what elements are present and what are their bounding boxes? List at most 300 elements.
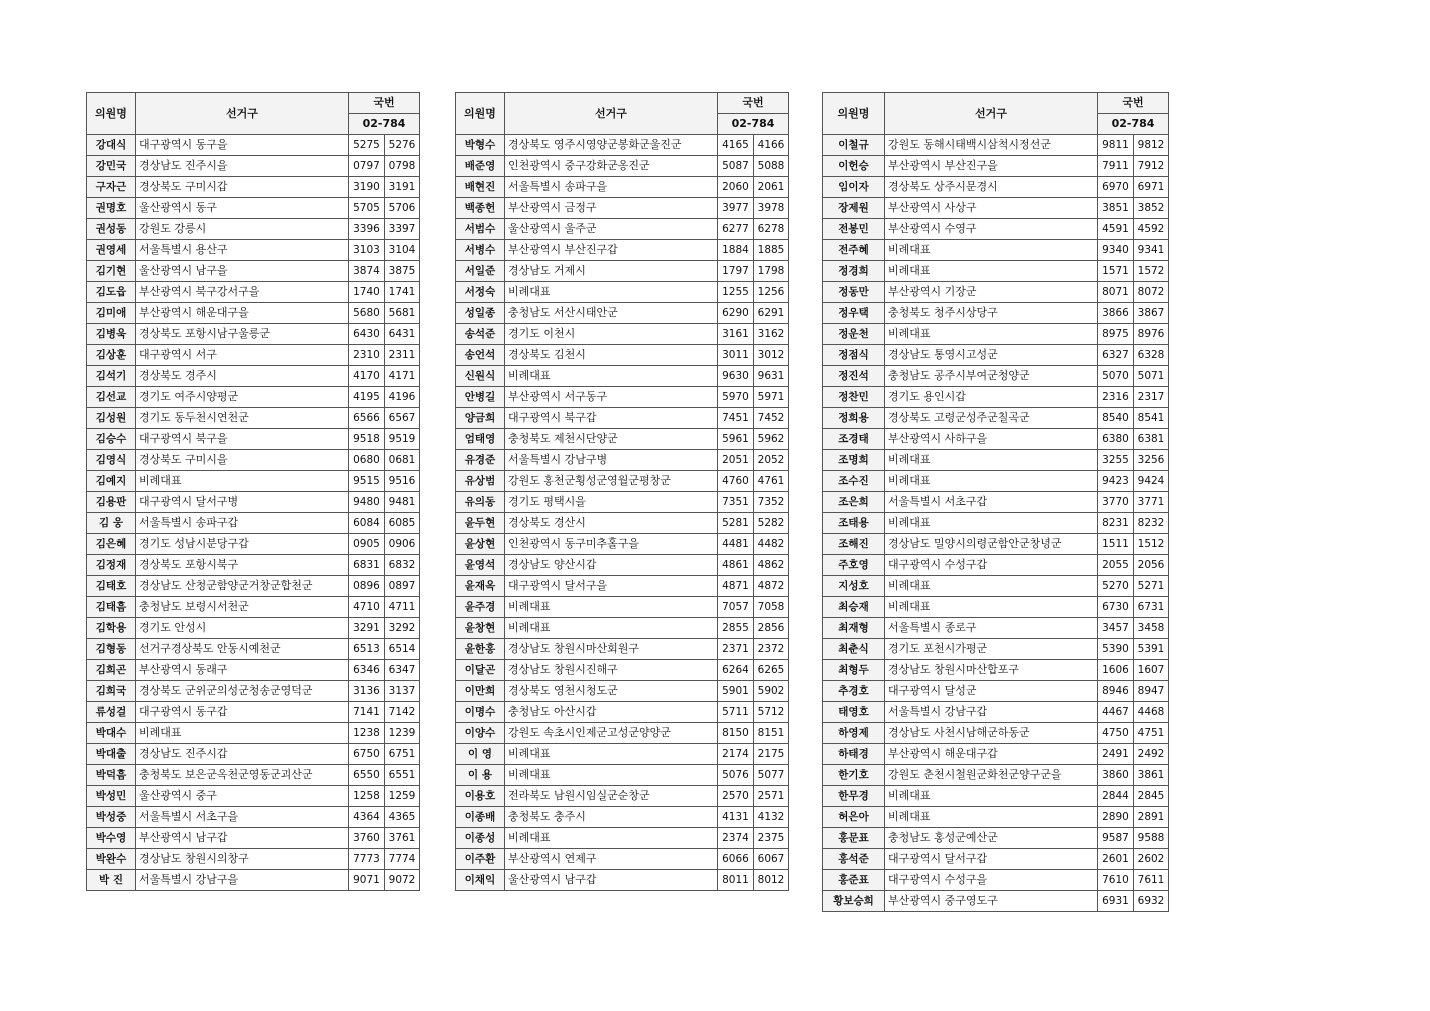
phone-ext-1: 0905: [349, 534, 385, 555]
district: 충청남도 서산시태안군: [505, 303, 718, 324]
member-name: 이만희: [456, 681, 505, 702]
district: 울산광역시 중구: [136, 786, 349, 807]
phone-ext-2: 6085: [385, 513, 420, 534]
member-name: 서정숙: [456, 282, 505, 303]
phone-ext-2: 6932: [1134, 891, 1169, 912]
table-row: [823, 156, 1169, 177]
table-row: [823, 681, 1169, 702]
phone-ext-2: 3867: [1134, 303, 1169, 324]
member-name: 하태경: [823, 744, 885, 765]
table-row: [87, 744, 420, 765]
member-name: 정진석: [823, 366, 885, 387]
phone-ext-1: 3760: [349, 828, 385, 849]
header-phone: 국번: [1098, 93, 1169, 114]
phone-ext-2: 3458: [1134, 618, 1169, 639]
table-row: [456, 219, 789, 240]
member-name: 황보승희: [823, 891, 885, 912]
phone-ext-1: 1238: [349, 723, 385, 744]
district: 충청북도 제천시단양군: [505, 429, 718, 450]
district: 부산광역시 중구영도구: [885, 891, 1098, 912]
phone-ext-2: 3771: [1134, 492, 1169, 513]
table-row: [456, 387, 789, 408]
phone-ext-1: 4591: [1098, 219, 1134, 240]
member-name: 전봉민: [823, 219, 885, 240]
member-name: 안병길: [456, 387, 505, 408]
member-name: 한무경: [823, 786, 885, 807]
phone-ext-2: 7611: [1134, 870, 1169, 891]
district: 비례대표: [885, 240, 1098, 261]
phone-ext-1: 1258: [349, 786, 385, 807]
table-row: [87, 177, 420, 198]
phone-ext-1: 2371: [718, 639, 754, 660]
phone-ext-2: 0798: [385, 156, 420, 177]
phone-ext-1: 2060: [718, 177, 754, 198]
table-row: [823, 177, 1169, 198]
table-row: [87, 156, 420, 177]
district: 비례대표: [885, 576, 1098, 597]
phone-ext-2: 2375: [754, 828, 789, 849]
table-row: [823, 492, 1169, 513]
table-row: [823, 660, 1169, 681]
member-name: 양금희: [456, 408, 505, 429]
table-row: [456, 849, 789, 870]
phone-ext-1: 2491: [1098, 744, 1134, 765]
district: 경기도 평택시을: [505, 492, 718, 513]
member-name: 박완수: [87, 849, 136, 870]
district: 경상북도 영천시청도군: [505, 681, 718, 702]
phone-ext-1: 6264: [718, 660, 754, 681]
district: 부산광역시 사상구: [885, 198, 1098, 219]
phone-ext-2: 4468: [1134, 702, 1169, 723]
phone-ext-1: 6970: [1098, 177, 1134, 198]
district: 서울특별시 서초구을: [136, 807, 349, 828]
district: 대구광역시 수성구을: [885, 870, 1098, 891]
phone-ext-1: 8231: [1098, 513, 1134, 534]
phone-ext-2: 4862: [754, 555, 789, 576]
district: 충청북도 보은군옥천군영동군괴산군: [136, 765, 349, 786]
phone-ext-1: 9630: [718, 366, 754, 387]
district: 비례대표: [505, 618, 718, 639]
table-row: [823, 135, 1169, 156]
member-name: 김희국: [87, 681, 136, 702]
phone-ext-1: 3255: [1098, 450, 1134, 471]
table-row: [823, 807, 1169, 828]
district: 강원도 춘천시철원군화천군양구군을: [885, 765, 1098, 786]
phone-ext-2: 1256: [754, 282, 789, 303]
district: 부산광역시 금정구: [505, 198, 718, 219]
phone-ext-1: 6084: [349, 513, 385, 534]
member-name: 전주혜: [823, 240, 885, 261]
phone-ext-1: 4467: [1098, 702, 1134, 723]
member-name: 유상범: [456, 471, 505, 492]
district: 경상북도 포항시남구울릉군: [136, 324, 349, 345]
table-row: [823, 702, 1169, 723]
member-name: 김석기: [87, 366, 136, 387]
district: 경상북도 구미시을: [136, 450, 349, 471]
phone-ext-2: 1259: [385, 786, 420, 807]
district: 충청남도 아산시갑: [505, 702, 718, 723]
header-district: 선거구: [505, 93, 718, 135]
district: 경기도 성남시분당구갑: [136, 534, 349, 555]
member-name: 이달곤: [456, 660, 505, 681]
phone-ext-2: 3104: [385, 240, 420, 261]
table-row: [456, 135, 789, 156]
table-row: [823, 408, 1169, 429]
member-name: 이 용: [456, 765, 505, 786]
phone-ext-2: 7774: [385, 849, 420, 870]
phone-ext-2: 6381: [1134, 429, 1169, 450]
table-row: [456, 702, 789, 723]
member-name: 조수진: [823, 471, 885, 492]
table-body: [456, 135, 789, 891]
table-row: [87, 786, 420, 807]
phone-ext-2: 3137: [385, 681, 420, 702]
district: 경상북도 경산시: [505, 513, 718, 534]
member-name: 조태용: [823, 513, 885, 534]
district: 경상남도 창원시의창구: [136, 849, 349, 870]
member-name: 조해진: [823, 534, 885, 555]
member-name: 이철규: [823, 135, 885, 156]
member-name: 김은혜: [87, 534, 136, 555]
table-row: [456, 408, 789, 429]
phone-ext-1: 6346: [349, 660, 385, 681]
phone-ext-2: 5071: [1134, 366, 1169, 387]
phone-ext-2: 9588: [1134, 828, 1169, 849]
phone-ext-2: 3292: [385, 618, 420, 639]
district: 강원도 홍천군횡성군영월군평창군: [505, 471, 718, 492]
district: 부산광역시 해운대구갑: [885, 744, 1098, 765]
table-row: [456, 177, 789, 198]
table-row: [456, 534, 789, 555]
phone-ext-1: 3291: [349, 618, 385, 639]
phone-ext-2: 5681: [385, 303, 420, 324]
phone-ext-2: 0681: [385, 450, 420, 471]
district: 경기도 여주시양평군: [136, 387, 349, 408]
table-row: [87, 324, 420, 345]
district: 서울특별시 송파구을: [505, 177, 718, 198]
table-row: [456, 639, 789, 660]
phone-ext-2: 4592: [1134, 219, 1169, 240]
phone-ext-2: 3861: [1134, 765, 1169, 786]
table-row: [87, 471, 420, 492]
district: 비례대표: [505, 744, 718, 765]
table-row: [456, 366, 789, 387]
phone-ext-1: 2374: [718, 828, 754, 849]
district: 경상북도 경주시: [136, 366, 349, 387]
table-row: [87, 387, 420, 408]
phone-ext-1: 5270: [1098, 576, 1134, 597]
member-name: 김예지: [87, 471, 136, 492]
member-name: 정우택: [823, 303, 885, 324]
district: 경상남도 창원시마산회원구: [505, 639, 718, 660]
phone-ext-2: 6291: [754, 303, 789, 324]
district: 울산광역시 울주군: [505, 219, 718, 240]
member-name: 최재형: [823, 618, 885, 639]
member-name: 윤두현: [456, 513, 505, 534]
phone-ext-1: 3770: [1098, 492, 1134, 513]
member-name: 추경호: [823, 681, 885, 702]
phone-ext-2: 1572: [1134, 261, 1169, 282]
district: 부산광역시 수영구: [885, 219, 1098, 240]
table-row: [823, 345, 1169, 366]
district: 비례대표: [136, 471, 349, 492]
district: 경상북도 영주시영양군봉화군울진군: [505, 135, 718, 156]
phone-ext-2: 3875: [385, 261, 420, 282]
member-name: 하영제: [823, 723, 885, 744]
member-name: 배현진: [456, 177, 505, 198]
phone-ext-1: 0797: [349, 156, 385, 177]
member-name: 최승재: [823, 597, 885, 618]
member-name: 홍석준: [823, 849, 885, 870]
phone-ext-2: 9481: [385, 492, 420, 513]
phone-ext-1: 2055: [1098, 555, 1134, 576]
district: 강원도 속초시인제군고성군양양군: [505, 723, 718, 744]
member-name: 서범수: [456, 219, 505, 240]
table-row: [456, 681, 789, 702]
member-name: 서병수: [456, 240, 505, 261]
phone-ext-1: 2890: [1098, 807, 1134, 828]
phone-ext-1: 4861: [718, 555, 754, 576]
table-row: [456, 660, 789, 681]
phone-ext-2: 2317: [1134, 387, 1169, 408]
phone-ext-1: 3136: [349, 681, 385, 702]
district: 서울특별시 용산구: [136, 240, 349, 261]
phone-ext-2: 6551: [385, 765, 420, 786]
table-row: [456, 870, 789, 891]
phone-ext-2: 6751: [385, 744, 420, 765]
member-name: 권명호: [87, 198, 136, 219]
header-phone: 국번: [718, 93, 789, 114]
phone-ext-1: 6290: [718, 303, 754, 324]
phone-ext-2: 3852: [1134, 198, 1169, 219]
phone-ext-1: 4871: [718, 576, 754, 597]
table-row: [456, 618, 789, 639]
phone-ext-1: 2844: [1098, 786, 1134, 807]
phone-ext-1: 9423: [1098, 471, 1134, 492]
member-name: 윤상현: [456, 534, 505, 555]
table-row: [87, 765, 420, 786]
table-row: [456, 513, 789, 534]
table-row: [456, 198, 789, 219]
district: 대구광역시 서구: [136, 345, 349, 366]
table-row: [87, 219, 420, 240]
district: 대구광역시 수성구갑: [885, 555, 1098, 576]
table-row: [456, 576, 789, 597]
table-body: [87, 135, 420, 891]
phone-ext-1: 6327: [1098, 345, 1134, 366]
table-row: [87, 702, 420, 723]
district: 충청남도 보령시서천군: [136, 597, 349, 618]
member-name: 윤영석: [456, 555, 505, 576]
phone-ext-2: 4872: [754, 576, 789, 597]
table-row: [456, 282, 789, 303]
phone-ext-1: 2174: [718, 744, 754, 765]
member-name: 태영호: [823, 702, 885, 723]
table-row: [87, 429, 420, 450]
member-name: 윤재옥: [456, 576, 505, 597]
phone-ext-1: 6066: [718, 849, 754, 870]
phone-ext-2: 5088: [754, 156, 789, 177]
phone-ext-1: 3851: [1098, 198, 1134, 219]
district: 경상남도 창원시마산합포구: [885, 660, 1098, 681]
district: 경상남도 양산시갑: [505, 555, 718, 576]
phone-ext-2: 4171: [385, 366, 420, 387]
member-name: 박성중: [87, 807, 136, 828]
phone-ext-2: 3162: [754, 324, 789, 345]
phone-ext-2: 5391: [1134, 639, 1169, 660]
phone-ext-1: 3103: [349, 240, 385, 261]
table-row: [456, 471, 789, 492]
table-row: [823, 723, 1169, 744]
member-name: 지성호: [823, 576, 885, 597]
phone-ext-2: 5276: [385, 135, 420, 156]
phone-ext-2: 7912: [1134, 156, 1169, 177]
member-name: 허은아: [823, 807, 885, 828]
district: 경기도 용인시갑: [885, 387, 1098, 408]
member-name: 윤주경: [456, 597, 505, 618]
phone-ext-1: 3874: [349, 261, 385, 282]
phone-ext-1: 4481: [718, 534, 754, 555]
table-row: [823, 219, 1169, 240]
phone-ext-2: 3397: [385, 219, 420, 240]
member-name: 김학용: [87, 618, 136, 639]
phone-ext-1: 6931: [1098, 891, 1134, 912]
table-row: [823, 870, 1169, 891]
table-row: [823, 849, 1169, 870]
table-row: [456, 429, 789, 450]
phone-ext-1: 9340: [1098, 240, 1134, 261]
district: 경상북도 상주시문경시: [885, 177, 1098, 198]
district: 부산광역시 사하구을: [885, 429, 1098, 450]
member-name: 박성민: [87, 786, 136, 807]
table-row: [456, 723, 789, 744]
phone-ext-2: 9519: [385, 429, 420, 450]
member-name: 김희곤: [87, 660, 136, 681]
phone-ext-2: 7058: [754, 597, 789, 618]
table-row: [823, 765, 1169, 786]
phone-ext-2: 8947: [1134, 681, 1169, 702]
phone-ext-1: 2570: [718, 786, 754, 807]
member-name: 김태흠: [87, 597, 136, 618]
phone-ext-1: 2601: [1098, 849, 1134, 870]
member-name: 주호영: [823, 555, 885, 576]
phone-ext-1: 7141: [349, 702, 385, 723]
phone-ext-2: 5271: [1134, 576, 1169, 597]
table-row: [456, 786, 789, 807]
table-row: [87, 723, 420, 744]
table-row: [823, 429, 1169, 450]
table-row: [456, 555, 789, 576]
district: 경상북도 고령군성주군칠곡군: [885, 408, 1098, 429]
phone-ext-2: 2056: [1134, 555, 1169, 576]
member-name: 유경준: [456, 450, 505, 471]
district: 전라북도 남원시임실군순창군: [505, 786, 718, 807]
district: 비례대표: [885, 450, 1098, 471]
phone-ext-2: 2856: [754, 618, 789, 639]
phone-ext-1: 5390: [1098, 639, 1134, 660]
district: 대구광역시 북구을: [136, 429, 349, 450]
phone-ext-2: 2845: [1134, 786, 1169, 807]
table-row: [823, 261, 1169, 282]
member-name: 배준영: [456, 156, 505, 177]
district: 인천광역시 동구미추홀구을: [505, 534, 718, 555]
district: 비례대표: [885, 324, 1098, 345]
member-name: 백종헌: [456, 198, 505, 219]
phone-ext-1: 4364: [349, 807, 385, 828]
district: 대구광역시 달성군: [885, 681, 1098, 702]
member-name: 최형두: [823, 660, 885, 681]
phone-ext-1: 3396: [349, 219, 385, 240]
phone-ext-2: 8976: [1134, 324, 1169, 345]
member-name: 박형수: [456, 135, 505, 156]
member-name: 송석준: [456, 324, 505, 345]
district: 대구광역시 동구갑: [136, 702, 349, 723]
phone-ext-2: 9341: [1134, 240, 1169, 261]
phone-ext-1: 7451: [718, 408, 754, 429]
phone-ext-1: 3011: [718, 345, 754, 366]
phone-ext-2: 8072: [1134, 282, 1169, 303]
phone-ext-1: 4760: [718, 471, 754, 492]
phone-ext-1: 1740: [349, 282, 385, 303]
phone-ext-1: 9071: [349, 870, 385, 891]
table-row: [456, 828, 789, 849]
phone-ext-2: 8012: [754, 870, 789, 891]
phone-ext-2: 8232: [1134, 513, 1169, 534]
phone-ext-2: 4166: [754, 135, 789, 156]
phone-ext-1: 3190: [349, 177, 385, 198]
member-name: 김승수: [87, 429, 136, 450]
table-row: [87, 282, 420, 303]
district: 경상남도 창원시진해구: [505, 660, 718, 681]
table-row: [456, 492, 789, 513]
table-row: [823, 534, 1169, 555]
phone-ext-1: 8946: [1098, 681, 1134, 702]
district: 경상남도 거제시: [505, 261, 718, 282]
phone-ext-1: 7773: [349, 849, 385, 870]
member-name: 이주환: [456, 849, 505, 870]
phone-ext-1: 5076: [718, 765, 754, 786]
phone-ext-2: 6278: [754, 219, 789, 240]
member-name: 한기호: [823, 765, 885, 786]
table-row: [87, 492, 420, 513]
phone-ext-2: 9631: [754, 366, 789, 387]
phone-ext-2: 9072: [385, 870, 420, 891]
phone-ext-2: 6731: [1134, 597, 1169, 618]
member-name: 성일종: [456, 303, 505, 324]
phone-ext-1: 7351: [718, 492, 754, 513]
table-row: [87, 828, 420, 849]
district: 경기도 포천시가평군: [885, 639, 1098, 660]
district: 비례대표: [885, 513, 1098, 534]
phone-ext-2: 0897: [385, 576, 420, 597]
phone-ext-1: 4195: [349, 387, 385, 408]
phone-ext-2: 6567: [385, 408, 420, 429]
district: 비례대표: [136, 723, 349, 744]
table-row: [456, 261, 789, 282]
member-name: 강대식: [87, 135, 136, 156]
member-name: 임이자: [823, 177, 885, 198]
phone-ext-1: 7057: [718, 597, 754, 618]
phone-ext-2: 2372: [754, 639, 789, 660]
member-name: 김형동: [87, 639, 136, 660]
table-row: [823, 387, 1169, 408]
phone-ext-1: 8150: [718, 723, 754, 744]
district: 서울특별시 종로구: [885, 618, 1098, 639]
member-name: 강민국: [87, 156, 136, 177]
phone-ext-1: 1571: [1098, 261, 1134, 282]
district: 비례대표: [885, 261, 1098, 282]
phone-ext-2: 1607: [1134, 660, 1169, 681]
